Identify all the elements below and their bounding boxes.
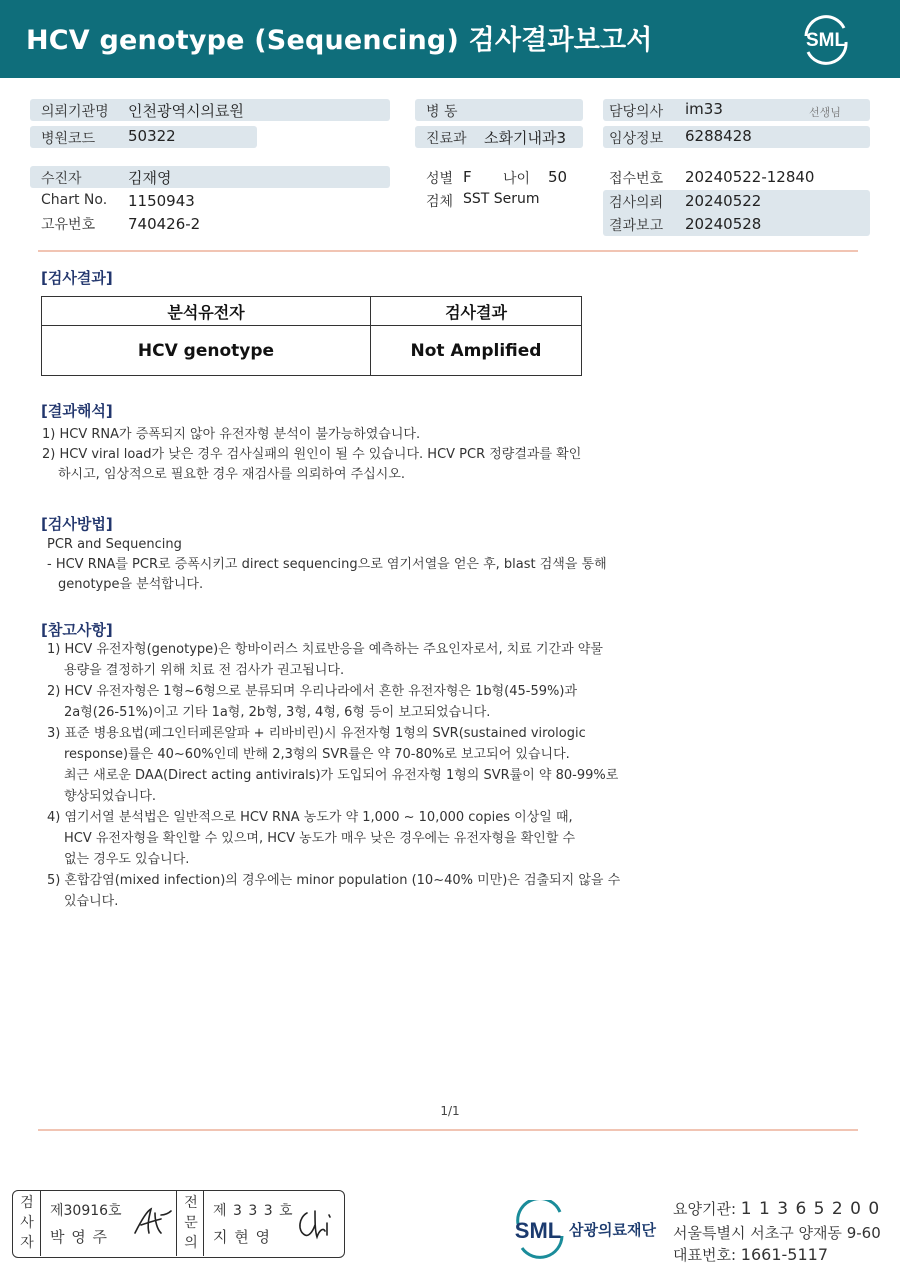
hospital-code-label: 병원코드: [41, 131, 96, 147]
foundation-logo-icon: [510, 1200, 660, 1260]
note-line: 2a형(26-51%)이고 기타 1a형, 2b형, 3형, 4형, 6형 등이 보고되었습니다.: [64, 705, 491, 720]
interpretation-line: 2) HCV viral load가 낮은 경우 검사실패의 원인이 될 수 있습니다. HCV PCR 정량결과를 확인: [42, 447, 582, 462]
note-line: 최근 새로운 DAA(Direct acting antivirals)가 도입되어 유전자형 1형의 SVR률이 약 80-99%로: [64, 768, 619, 783]
dept-value: 소화기내과3: [484, 129, 566, 147]
note-line: 3) 표준 병용요법(페그인터페론알파 + 리바비린)시 유전자형 1형의 SVR(sustained virologic: [47, 726, 586, 741]
ward-label: 병 동: [426, 104, 458, 120]
method-section-title: [검사방법]: [41, 515, 113, 533]
report-label: 결과보고: [609, 218, 664, 234]
age-label: 나이: [503, 171, 531, 187]
result-table-header: [42, 297, 582, 326]
clinical-label: 임상정보: [609, 131, 664, 147]
col-result-header: 검사결과: [371, 297, 582, 326]
method-line: genotype을 분석합니다.: [58, 577, 204, 592]
examiner-name: 박 영 주: [50, 1228, 109, 1246]
method-line: PCR and Sequencing: [47, 537, 182, 552]
note-line: 4) 염기서열 분석법은 일반적으로 HCV RNA 농도가 약 1,000 ~ 10,000 copies 이상일 때,: [47, 810, 573, 825]
note-line: HCV 유전자형을 확인할 수 있으며, HCV 농도가 매우 낮은 경우에는 유전자형을 확인할 수: [64, 831, 576, 846]
top-divider: [38, 250, 858, 252]
svg-text:SML: SML: [805, 30, 847, 51]
signature-divider: [203, 1191, 204, 1256]
report-title: HCV genotype (Sequencing) 검사결과보고서: [26, 25, 653, 56]
note-line: 없는 경우도 있습니다.: [64, 852, 190, 867]
examiner-label: 검사자: [20, 1195, 34, 1251]
interpretation-line: 1) HCV RNA가 증폭되지 않아 유전자형 분석이 불가능하였습니다.: [42, 427, 421, 442]
hospital-code-value: 50322: [128, 127, 176, 145]
signature-divider: [40, 1191, 41, 1256]
note-line: 1) HCV 유전자형(genotype)은 항바이러스 치료반응을 예측하는 주요인자로서, 치료 기간과 약물: [47, 642, 603, 657]
interpretation-section-title: [결과해석]: [41, 402, 113, 420]
institution-code-label: 요양기관:: [673, 1200, 737, 1218]
unique-value: 740426-2: [128, 215, 201, 233]
report-value: 20240528: [685, 215, 762, 233]
patient-bar: [30, 166, 390, 188]
examiner-signature-icon: [131, 1203, 173, 1243]
svg-text:삼광의료재단: 삼광의료재단: [569, 1221, 656, 1239]
footer-address: 서울특별시 서초구 양재동 9-60: [673, 1224, 881, 1242]
footer-phone: [673, 1244, 828, 1265]
specialist-signature-icon: [293, 1205, 337, 1245]
note-line: 용량을 결정하기 위해 치료 전 검사가 권고됩니다.: [64, 663, 345, 678]
signature-divider: [176, 1191, 177, 1256]
note-line: 2) HCV 유전자형은 1형~6형으로 분류되며 우리나라에서 흔한 유전자형은 1b형(45-59%)과: [47, 684, 577, 699]
doctor-label: 담당의사: [609, 104, 664, 120]
examiner-number: 제30916호: [50, 1203, 122, 1219]
sex-value: F: [463, 168, 472, 186]
patient-value: 김재영: [128, 169, 172, 187]
svg-text:SML: SML: [514, 1218, 562, 1243]
sml-logo-icon: [798, 12, 854, 66]
report-header: [0, 0, 900, 78]
specimen-value: SST Serum: [463, 191, 540, 207]
result-cell: Not Amplified: [371, 326, 582, 376]
signature-box: [12, 1190, 345, 1258]
footer-phone-label: 대표번호:: [673, 1246, 737, 1264]
specialist-label: 전문의: [184, 1195, 198, 1251]
doctor-value: im33: [685, 100, 723, 118]
col-gene-header: 분석유전자: [42, 297, 371, 326]
chart-label: Chart No.: [41, 192, 108, 208]
unique-label: 고유번호: [41, 217, 96, 233]
table-row: [42, 326, 582, 376]
note-line: response)률은 40~60%인데 반해 2,3형의 SVR률은 약 70-80%로 보고되어 있습니다.: [64, 747, 570, 762]
note-line: 있습니다.: [64, 894, 119, 909]
sex-label: 성별: [426, 171, 454, 187]
dept-label: 진료과: [426, 131, 467, 147]
method-line: - HCV RNA를 PCR로 증폭시키고 direct sequencing으로 염기서열을 얻은 후, blast 검색을 통해: [47, 557, 607, 572]
patient-label: 수진자: [41, 171, 82, 187]
interpretation-line: 하시고, 임상적으로 필요한 경우 재검사를 의뢰하여 주십시오.: [58, 467, 406, 482]
clinical-value: 6288428: [685, 127, 752, 145]
receipt-value: 20240522-12840: [685, 168, 815, 186]
note-line: 향상되었습니다.: [64, 789, 157, 804]
institution-code-value: 1 1 3 6 5 2 0 0: [740, 1199, 881, 1219]
notes-section-title: [참고사항]: [41, 621, 113, 639]
footer-phone-value: 1661-5117: [740, 1245, 829, 1264]
specialist-name: 지 현 영: [213, 1228, 272, 1246]
result-section-title: [검사결과]: [41, 269, 113, 287]
receipt-label: 접수번호: [609, 171, 664, 187]
institution-label: 의뢰기관명: [41, 104, 109, 120]
note-line: 5) 혼합감염(mixed infection)의 경우에는 minor population (10~40% 미만)은 검출되지 않을 수: [47, 873, 621, 888]
bottom-divider: [38, 1129, 858, 1131]
request-value: 20240522: [685, 192, 762, 210]
result-table: [41, 296, 582, 376]
doctor-suffix: 선생님: [809, 106, 841, 119]
specimen-label: 검체: [426, 194, 454, 210]
institution-code: [673, 1198, 880, 1219]
institution-value: 인천광역시의료원: [128, 102, 244, 120]
request-label: 검사의뢰: [609, 195, 664, 211]
chart-value: 1150943: [128, 192, 195, 210]
age-value: 50: [548, 168, 568, 186]
page-number: 1/1: [440, 1104, 460, 1118]
specialist-number: 제 3 3 3 호: [213, 1203, 294, 1219]
gene-cell: HCV genotype: [42, 326, 371, 376]
